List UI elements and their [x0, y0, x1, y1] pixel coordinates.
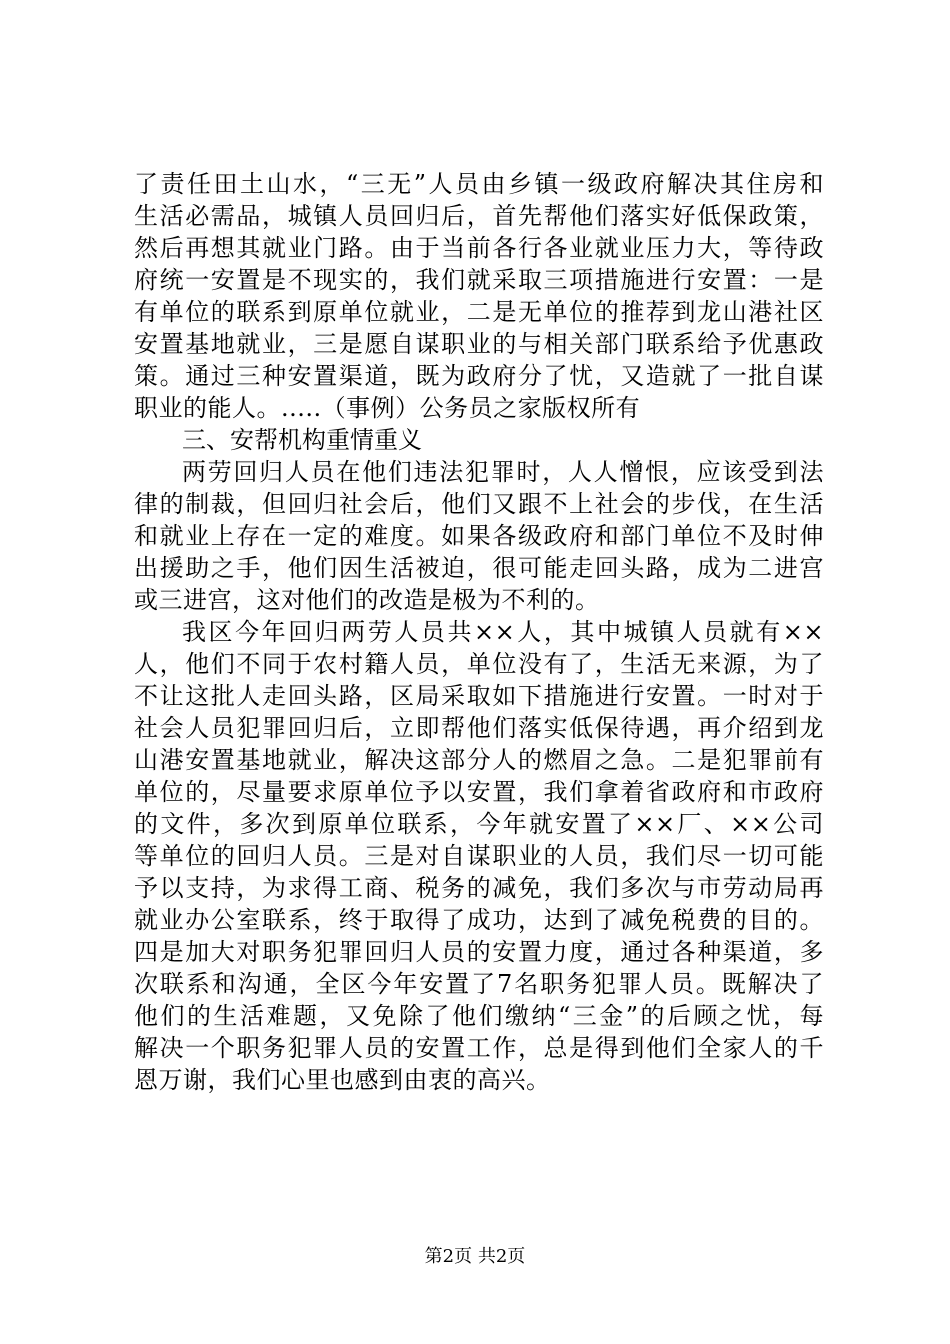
- text-line: 或三进宫，这对他们的改造是极为不利的。: [134, 586, 600, 614]
- text-line: 社会人员犯罪回归后，立即帮他们落实低保待遇，再介绍到龙: [134, 714, 824, 742]
- text-line: 府统一安置是不现实的，我们就采取三项措施进行安置：一是: [134, 266, 824, 294]
- text-line: 予以支持，为求得工商、税务的减免，我们多次与市劳动局再: [134, 874, 824, 902]
- page-number-footer: 第2页 共2页: [424, 1246, 526, 1267]
- text-line: 单位的，尽量要求原单位予以安置，我们拿着省政府和市政府: [134, 778, 824, 806]
- paragraph-2: [134, 456, 824, 616]
- document-body: [134, 168, 824, 1096]
- text-line: 山港安置基地就业，解决这部分人的燃眉之急。二是犯罪前有: [134, 746, 824, 774]
- text-line: 出援助之手，他们因生活被迫，很可能走回头路，成为二进宫: [134, 554, 824, 582]
- text-line: 了责任田土山水，“三无”人员由乡镇一级政府解决其住房和: [134, 170, 824, 198]
- text-line: 他们的生活难题，又免除了他们缴纳“三金”的后顾之忧，每: [134, 1002, 824, 1030]
- text-line: 策。通过三种安置渠道，既为政府分了忧，又造就了一批自谋: [134, 362, 824, 390]
- text-line: 安置基地就业，三是愿自谋职业的与相关部门联系给予优惠政: [134, 330, 824, 358]
- paragraph-1: [134, 168, 824, 424]
- text-line: 等单位的回归人员。三是对自谋职业的人员，我们尽一切可能: [134, 842, 824, 870]
- text-line: 律的制裁，但回归社会后，他们又跟不上社会的步伐，在生活: [134, 490, 824, 518]
- text-line: 不让这批人走回头路，区局采取如下措施进行安置。一时对于: [134, 682, 824, 710]
- text-line: 有单位的联系到原单位就业，二是无单位的推荐到龙山港社区: [134, 298, 824, 326]
- text-line: 就业办公室联系，终于取得了成功，达到了减免税费的目的。: [134, 906, 824, 934]
- text-line: 然后再想其就业门路。由于当前各行各业就业压力大，等待政: [134, 234, 824, 262]
- text-line: 两劳回归人员在他们违法犯罪时，人人憎恨，应该受到法: [182, 458, 824, 486]
- paragraph-3: [134, 616, 824, 1096]
- text-line: 四是加大对职务犯罪回归人员的安置力度，通过各种渠道，多: [134, 938, 824, 966]
- text-line: 人，他们不同于农村籍人员，单位没有了，生活无来源，为了: [134, 650, 824, 678]
- text-line: 解决一个职务犯罪人员的安置工作，总是得到他们全家人的千: [134, 1034, 824, 1062]
- text-line: 的文件，多次到原单位联系，今年就安置了××厂、××公司: [134, 810, 824, 838]
- text-line: 恩万谢，我们心里也感到由衷的高兴。: [134, 1066, 551, 1094]
- text-line: 我区今年回归两劳人员共××人，其中城镇人员就有××: [182, 618, 824, 646]
- text-line: 生活必需品，城镇人员回归后，首先帮他们落实好低保政策，: [134, 202, 824, 230]
- text-line: 和就业上存在一定的难度。如果各级政府和部门单位不及时伸: [134, 522, 824, 550]
- text-line: 次联系和沟通，全区今年安置了7名职务犯罪人员。既解决了: [134, 970, 824, 998]
- text-line: 职业的能人。.....（事例）公务员之家版权所有: [134, 394, 641, 422]
- section-heading: 三、安帮机构重情重义: [182, 426, 422, 454]
